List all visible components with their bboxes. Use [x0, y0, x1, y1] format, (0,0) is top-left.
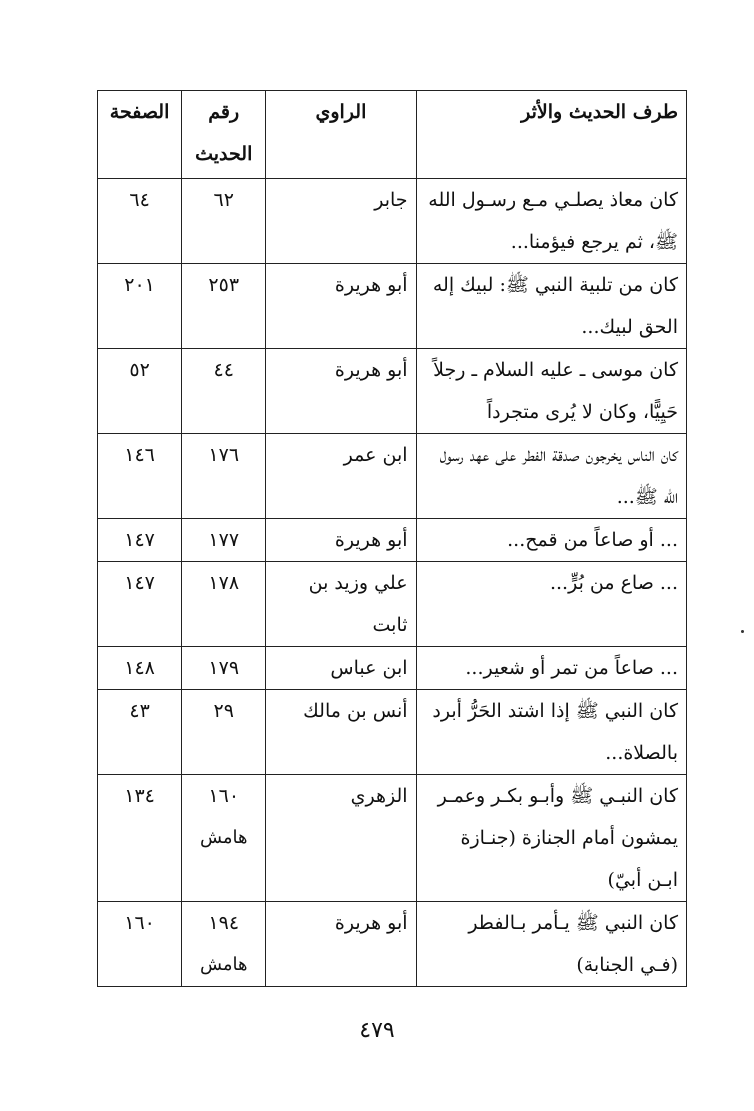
cell-narrator: أبو هريرة [266, 519, 416, 562]
stray-dot [741, 630, 744, 633]
hadith-number: ١٧٩ [208, 657, 240, 679]
cell-page: ١٤٧ [98, 519, 182, 562]
cell-narrator: ابن عباس [266, 647, 416, 690]
cell-hadith-number [182, 690, 266, 775]
cell-page: ٦٤ [98, 179, 182, 264]
hadith-number: ١٧٧ [208, 529, 240, 551]
header-narrator: الراوي [266, 91, 416, 179]
cell-hadith: ... صاعاً من تمر أو شعير... [416, 647, 686, 690]
hadith-number: ١٩٤ [208, 912, 240, 934]
cell-hadith-number [182, 264, 266, 349]
header-number: رقم الحديث [182, 91, 266, 179]
hadith-number: ١٦٠ [208, 785, 240, 807]
cell-hadith-number [182, 902, 266, 987]
table-row [98, 775, 687, 902]
cell-page: ١٦٠ [98, 902, 182, 987]
table-header-row [98, 91, 687, 179]
cell-narrator: علي وزيد بن ثابت [266, 562, 416, 647]
cell-hadith: كان الناس يخرجون صدقة الفطر على عهد رسول الله ﷺ... [416, 434, 686, 519]
cell-page: ٢٠١ [98, 264, 182, 349]
table-row [98, 434, 687, 519]
cell-hadith-number [182, 647, 266, 690]
cell-hadith-number [182, 775, 266, 902]
cell-page: ٥٢ [98, 349, 182, 434]
hadith-number: ١٧٨ [208, 572, 240, 594]
cell-hadith: ... أو صاعاً من قمح... [416, 519, 686, 562]
cell-narrator: أبو هريرة [266, 349, 416, 434]
cell-page: ١٤٨ [98, 647, 182, 690]
cell-narrator: ابن عمر [266, 434, 416, 519]
table-row [98, 264, 687, 349]
hadith-number: ٤٤ [213, 359, 234, 381]
cell-hadith-number [182, 349, 266, 434]
table-row [98, 647, 687, 690]
cell-page: ١٤٦ [98, 434, 182, 519]
table-row [98, 562, 687, 647]
cell-hadith: كان النبي ﷺ إذا اشتد الحَرُّ أبرد بالصلاة... [416, 690, 686, 775]
cell-page: ٤٣ [98, 690, 182, 775]
table-body [98, 179, 687, 987]
cell-hadith: ... صاع من بُرٍّ... [416, 562, 686, 647]
hadith-number: ٢٥٣ [208, 274, 240, 296]
header-hadith: طرف الحديث والأثر [416, 91, 686, 179]
table-row [98, 902, 687, 987]
hadith-number: ٢٩ [213, 700, 234, 722]
cell-hadith: كان معاذ يصلـي مـع رسـول الله ﷺ، ثم يرجع فيؤمنا... [416, 179, 686, 264]
cell-page: ١٣٤ [98, 775, 182, 902]
cell-hadith-number [182, 434, 266, 519]
table-row [98, 519, 687, 562]
hadith-number: ١٧٦ [208, 444, 240, 466]
cell-narrator: أنس بن مالك [266, 690, 416, 775]
cell-hadith: كان النبي ﷺ يـأمر بـالفطر (فـي الجنابة) [416, 902, 686, 987]
cell-narrator: جابر [266, 179, 416, 264]
table-row [98, 349, 687, 434]
cell-hadith-number [182, 179, 266, 264]
cell-hadith: كان من تلبية النبي ﷺ: لبيك إله الحق لبيك... [416, 264, 686, 349]
table-row [98, 690, 687, 775]
table-row [98, 179, 687, 264]
cell-narrator: أبو هريرة [266, 902, 416, 987]
cell-hadith: كان النبـي ﷺ وأبـو بكـر وعمـر يمشون أمام الجنازة (جنـازة ابـن أبيّ) [416, 775, 686, 902]
hadith-number: ٦٢ [213, 189, 234, 211]
cell-hadith: كان موسى ـ عليه السلام ـ رجلاً حَيِيًّا، وكان لا يُرى متجرداً [416, 349, 686, 434]
cell-page: ١٤٧ [98, 562, 182, 647]
cell-narrator: أبو هريرة [266, 264, 416, 349]
cell-narrator: الزهري [266, 775, 416, 902]
margin-note: هامش [199, 954, 248, 975]
page-number: ٤٧٩ [359, 1018, 395, 1043]
cell-hadith-number [182, 562, 266, 647]
hadith-index-table [97, 90, 687, 987]
header-page: الصفحة [98, 91, 182, 179]
cell-hadith-number [182, 519, 266, 562]
margin-note: هامش [199, 827, 248, 848]
